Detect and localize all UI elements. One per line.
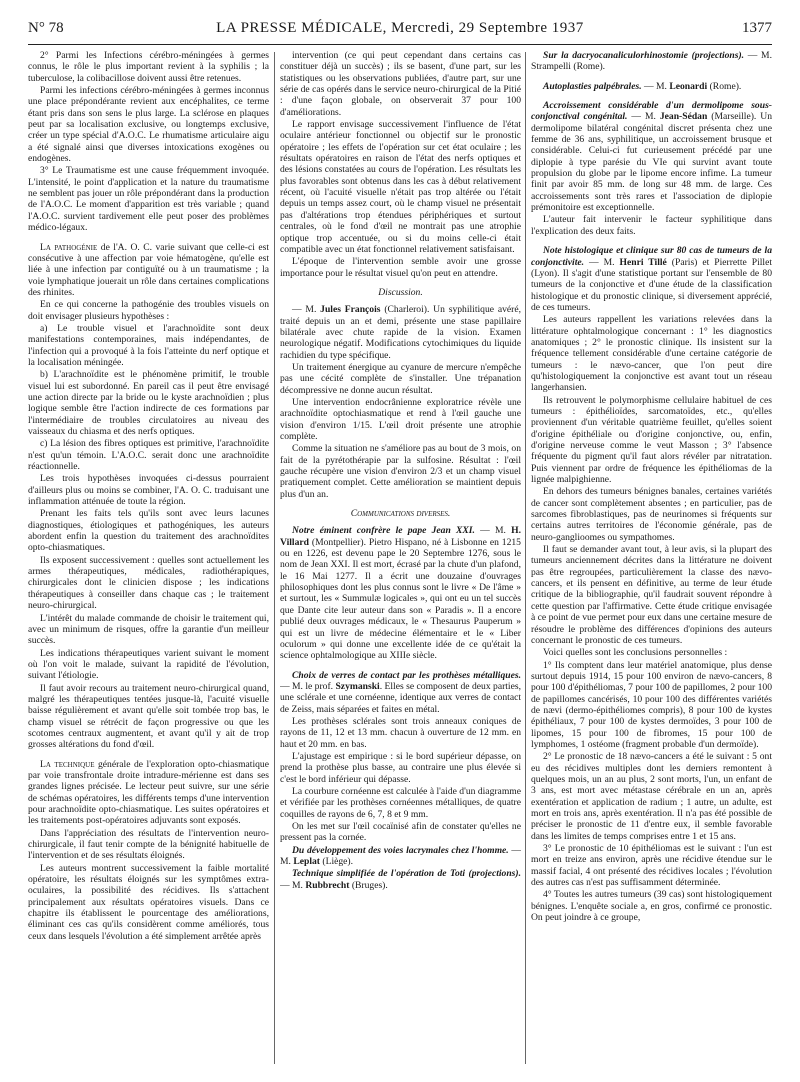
- paragraph: Notre éminent confrère le pape Jean XXI. — M. H. Villard (Montpellier). Pietro Hispano, né à Lisbonne en 1215 ou en 1226, est devenu pape le 20 Septembre 1276, sous le nom de Jean XXI. Il est mort, écrasé par la chute d'un plafond, le 16 Mai 1277. Il a écrit une douzaine d'ouvrages philosophiques dont les plus connus sont le livre « De l'âme » et surtout, les « Summulæ logicales », qui ont eu un tel succès que Dante cite leur auteur dans son « Paradis ». Il a encore publié deux ouvrages médicaux, le « Thesaurus Pauperum » qui est un livre de médecine élémentaire et le « Liber oculorum » qui donne une excellente idée de ce qu'était la science ophtalmologique au XIIIe siècle.: [280, 525, 521, 662]
- paragraph: L'ajustage est empirique : si le bord supérieur dépasse, on prend la prothèse plus basse, au contraire une plus élevée si c'est le bord inférieur qui dépasse.: [280, 750, 521, 785]
- paragraph: Ils retrouvent le polymorphisme cellulaire habituel de ces tumeurs : épithélioïdes, sarcomatoïdes, etc., qu'elles proviennent d'un véritable quatrième feuillet, qu'elles soient d'origine épithéliale ou d'origine conjonctive, ou, enfin, d'origine nerveuse comme le veut Masson ; 3° l'absence fréquente du pigment qu'il faut alors révéler par nitratation. Puis viennent par ordre de fréquence les épithéliomas de la lignée malpighienne.: [531, 394, 772, 486]
- paragraph: a) Le trouble visuel et l'arachnoïdite sont deux manifestations contemporaines, mais indépendantes, de l'infection qui a provoqué à la fois l'atteinte du nerf optique et la localisation méningée.: [28, 322, 269, 368]
- paragraph-text: (Montpellier). Pietro Hispano, né à Lisbonne en 1215 ou en 1226, est devenu pape le 20 Septembre 1276, sous le nom de Jean XXI. Il est mort, écrasé par la chute d'un plafond, le 16 Mai 1277. Il a écrit une douzaine d'ouvrages philosophiques dont les plus connus sont le livre « De l'âme » et surtout, les « Summulæ logicales », qui ont eu un tel succès que Dante cite leur auteur dans son « Paradis ». Il a encore publié deux ouvrages médicaux, le « Thesaurus Pauperum » qui est un livre de médecine élémentaire et le « Liber oculorum » qui donne une excellente idée de ce qu'était la science ophtalmologique au XIIIe siècle.: [280, 536, 521, 662]
- paragraph: Technique simplifiée de l'opération de Toti (projections). — M. Rubbrecht (Bruges).: [280, 868, 521, 891]
- paragraph-text: de l'A. O. C. varie suivant que celle-ci est consécutive à une affection par voie hématogène, qu'elle est liée à une infection par contiguïté ou à un traumatisme ; la voie lymphatique jouerait un rôle dans certaines complications des rhinites.: [28, 241, 269, 298]
- paragraph: intervention (ce qui peut cependant dans certains cas constituer déjà un succès) ; ils se basent, d'une part, sur les statistiques ou les observations publiées, d'autre part, sur une série de cas opérés dans le service neuro-chirurgical de la Pitié : d'une façon globale, on observerait 37 pour 100 d'améliorations.: [280, 50, 521, 118]
- communication-title: Note histologique et clinique sur 80 cas de tumeurs de la conjonctivite.: [531, 245, 772, 268]
- column-2: [280, 50, 521, 1070]
- lead-word: La technique: [40, 758, 95, 770]
- paragraph: 2° Le pronostic de 18 nævo-cancers a été le suivant : 5 ont eu des récidives multiples dont les derniers remontent à quelques mois, un an au plus, 2 sont morts, l'un, un enfant de 3 ans, est mort avec métastase cérébrale en un an, après exentération et application de radium ; 1 autre, un adulte, est mort en trois ans, après exentération. Il n'a pas été possible de préciser le pronostic de 11 d'entre eux, il semble favorable dans les limites de temps comprises entre 1 et 15 ans.: [531, 751, 772, 842]
- author-name: Leonardi: [669, 80, 708, 92]
- author-name: Rubbrecht: [305, 879, 350, 891]
- paragraph: Parmi les infections cérébro-méningées à germes inconnus une place prépondérante revient aux encéphalites, ce terme étant pris dans son sens le plus large. La sclérose en plaques peut par sa localisation exclusive, ou longtemps exclusive, créer un type spécial d'A.O.C. Le rhumatisme articulaire aigu a été signalé ainsi que diverses intoxications exogènes ou endogènes.: [28, 85, 269, 165]
- paragraph: L'intérêt du malade commande de choisir le traitement qui, avec un minimum de risques, offre la garantie d'un meilleur succès.: [28, 612, 269, 647]
- paragraph: Prenant les faits tels qu'ils sont avec leurs lacunes diagnostiques, étiologiques et pathogéniques, les auteurs abordent enfin la question du traitement des arachnoïdites opto-chiasmatiques.: [28, 508, 269, 554]
- page-number: 1377: [742, 20, 772, 36]
- paragraph: [28, 242, 269, 299]
- column-rule: [274, 52, 275, 1064]
- paragraph: 1° Ils comptent dans leur matériel anatomique, plus dense surtout depuis 1914, 15 pour 100 environ de nævo-cancers, 8 pour 100 d'épithéliomas, 7 pour 100 de papillomes, 2 pour 100 de papillomes cancérisés, 10 pour 100 des différentes variétés de nævi (dermo-épithéliomes compris), 8 pour 100 de kystes épithéliaux, 7 pour 100 de kystes dermoïdes, 3 pour 100 de lipomes, 15 pour 100 de fibromes, 15 pour 100 de lymphomes, 1 ostéome (fragment probable d'un dermoïde).: [531, 659, 772, 750]
- paragraph: Ils exposent successivement : quelles sont actuellement les armes thérapeutiques, médicales, radiothérapiques, chirurgicales dont le clinicien dispose ; les indications thérapeutiques à conseiller dans chaque cas ; le traitement neuro-chirurgical.: [28, 554, 269, 612]
- paragraph: Dans l'appréciation des résultats de l'intervention neuro-chirurgicale, il faut tenir compte de la bénignité habituelle de l'intervention et de ses résultats éloignés.: [28, 827, 269, 862]
- communication-title: Notre éminent confrère le pape Jean XXI.: [292, 525, 475, 537]
- paragraph: Un traitement énergique au cyanure de mercure n'empêche pas une cécité complète de s'installer. Une trépanation décompressive ne donne aucun résultat.: [280, 361, 521, 396]
- paragraph: 3° Le pronostic de 10 épithéliomas est le suivant : l'un est mort en treize ans environ, après une récidive étendue sur le massif facial, 4 ont présenté des récidives locales ; l'évolution des autres cas n'est pas suffisamment déterminée.: [531, 843, 772, 889]
- column-rule: [525, 52, 526, 1064]
- paragraph: Du développement des voies lacrymales chez l'homme. — M. Leplat (Liège).: [280, 844, 521, 868]
- paragraph: Sur la dacryocanaliculorhinostomie (projections). — M. Strampelli (Rome).: [531, 50, 772, 73]
- paragraph: On les met sur l'œil cocaïnisé afin de constater qu'elles ne pressent pas la cornée.: [280, 821, 521, 844]
- journal-title: LA PRESSE MÉDICALE, Mercredi, 29 Septembre 1937: [216, 20, 584, 36]
- lead-word: La pathogénie: [40, 241, 98, 253]
- paragraph: Les prothèses sclérales sont trois anneaux coniques de rayons de 11, 12 et 13 mm. chacun à ouverture de 12 mm. en haut et 20 mm. en bas.: [280, 715, 521, 750]
- paragraph: Accroissement considérable d'un dermolipome sous-conjonctival congénital. — M. Jean-Sédan (Marseille). Un dermolipome bilatéral congénital discret présenta chez une femme de 36 ans, syphilitique, un accroissement brusque et considérable. Celui-ci fut curieusement précédé par une diplopie à type parésie du VIe qui survint avant toute propulsion du globe par le lipome encore infime. La tumeur finit par avoir 85 mm. de long sur 48 mm. de large. Ces accroissements sont très rares et l'association de diplopie prémonitoire est exceptionnelle.: [531, 100, 772, 214]
- author-name: Jean-Sédan: [659, 111, 708, 123]
- paragraph-text: (Marseille). Un dermolipome bilatéral congénital discret présenta chez une femme de 36 ans, syphilitique, un accroissement brusque et considérable. Celui-ci fut curieusement précédé par une diplopie à type parésie du VIe qui survint avant toute propulsion du globe par le lipome encore infime. La tumeur finit par avoir 85 mm. de long sur 48 mm. de large. Ces accroissements sont très rares et l'association de diplopie prémonitoire est exceptionnelle.: [531, 111, 772, 214]
- communication-title: Du développement des voies lacrymales chez l'homme.: [292, 844, 509, 856]
- paragraph: La courbure cornéenne est calculée à l'aide d'un diagramme et vérifiée par les prothèses cornéennes métalliques, de quatre coquilles de rayons de 6, 7, 8 et 9 mm.: [280, 785, 521, 820]
- paragraph: L'époque de l'intervention semble avoir une grosse importance pour le résultat visuel qu'on peut en attendre.: [280, 256, 521, 279]
- paragraph: Note histologique et clinique sur 80 cas de tumeurs de la conjonctivite. — M. Henri Tillé (Paris) et Pierrette Pillet (Lyon). Il s'agit d'une statistique portant sur l'ensemble de 80 tumeurs de la conjonctive et d'une étude de la classification histologique et du pronostic clinique, si diversement apprécié, de ces tumeurs.: [531, 245, 772, 313]
- author-city: (Liège).: [322, 856, 354, 868]
- paragraph: — M. Jules François (Charleroi). Un syphilitique avéré, traité depuis un an et demi, présente une stase papillaire bilatérale avec chute rapide de la vision. Examen neurologique négatif. Modifications cytochimiques du liquide rachidien du type spécifique.: [280, 304, 521, 361]
- paragraph: 2° Parmi les Infections cérébro-méningées à germes connus, le rôle le plus important revient à la syphilis ; la tuberculose, la colibacillose doivent aussi être retenues.: [28, 50, 269, 84]
- paragraph: Autoplasties palpébrales. — M. Leonardi (Rome).: [543, 80, 742, 92]
- paragraph: 4° Toutes les autres tumeurs (39 cas) sont histologiquement bénignes. L'enquête sociale a, en gros, confirmé ce pronostic. On peut joindre à ce groupe,: [531, 889, 772, 924]
- paragraph: En ce qui concerne la pathogénie des troubles visuels on doit envisager plusieurs hypothèses :: [28, 299, 269, 322]
- paragraph: Voici quelles sont les conclusions personnelles :: [543, 647, 728, 659]
- paragraph-text: (Charleroi). Un syphilitique avéré, traité depuis un an et demi, présente une stase papillaire bilatérale avec chute rapide de la vision. Examen neurologique négatif. Modifications cytochimiques du liquide rachidien du type spécifique.: [280, 304, 521, 361]
- section-heading-communications: Communications diverses.: [350, 508, 451, 520]
- paragraph: Comme la situation ne s'améliore pas au bout de 3 mois, on fait de la pyrétothérapie par la sulfosine. Résultat : l'œil gauche récupère une vision d'environ 2/3 et un champ visuel pratiquement complet. Cette amélioration se maintient depuis plus d'un an.: [280, 443, 521, 500]
- author-city: (Rome).: [573, 61, 606, 73]
- paragraph-text: générale de l'exploration opto-chiasmatique par voie transfrontale droite intradure-mérienne est dans ses grandes lignes précisée. Le lecteur peut suivre, sur une série de schémas opératoires, les différents temps d'une intervention pour arachnoïdite opto-chiasmatique. Les suites opératoires et les traitements post-opératoires adjuvants sont exposés.: [28, 758, 269, 827]
- author-name: Henri Tillé: [619, 256, 667, 268]
- author-name: H. Villard: [280, 525, 521, 548]
- communication-title: Technique simplifiée de l'opération de Toti (projections).: [292, 868, 521, 880]
- paragraph: Il faut avoir recours au traitement neuro-chirurgical quand, malgré les thérapeutiques tentées jusque-là, l'acuité visuelle baisse régulièrement et avant qu'elle soit tombée trop bas, le champ visuel se rétrécit de façon progressive ou que les scotomes centraux augmentent, et avant qu'il y ait de trop grosses altérations du fond d'œil.: [28, 682, 269, 751]
- paragraph: [28, 759, 269, 827]
- communication-title: Autoplasties palpébrales.: [543, 80, 642, 92]
- communication-title: Accroissement considérable d'un dermolipome sous-conjonctival congénital.: [531, 100, 772, 123]
- paragraph: Les auteurs montrent successivement la faible mortalité opératoire, les résultats éloignés sur les symptômes extra-oculaires, la possibilité des récidives. Ils s'attachent principalement aux résultats opératoires visuels. Dans ce chapitre ils établissent le pourcentage des améliorations, éliminant ces cas qu'ils considèrent comme améliorés, tous ceux dans lesquels l'évolution a été simplement arrêtée après: [28, 862, 269, 942]
- paragraph: Le rapport envisage successivement l'influence de l'état oculaire antérieur fonctionnel ou objectif sur le pronostic opératoire ; les effets de l'opération sur cet état oculaire ; les résultats opératoires en raison de l'état des nerfs optiques et des lésions constatées au cours de l'opération. Les résultats les plus favorables sont obtenus dans les cas à début relativement récent, où l'acuité visuelle n'était pas trop altérée ou l'était depuis un temps assez court, où le champ visuel ne présentait pas d'altérations trop étendues périphériques et surtout centrales, où le fond d'œil ne montrait pas une atrophie optique trop accentuée, ou si du moins celle-ci était compatible avec un état fonctionnel relativement satisfaisant.: [280, 119, 521, 255]
- paragraph: Une intervention endocrânienne exploratrice révèle une arachnoïdite optochiasmatique et rend à l'œil gauche une vision d'environ 1/15. L'œil droit présente une atrophie complète.: [280, 396, 521, 442]
- paragraph: En dehors des tumeurs bénignes banales, certaines variétés de cancer sont complètement absentes ; en particulier, pas de sarcomes fibroblastiques, pas de neurinomes si fréquents sur certains autres territoires de l'économie générale, pas de neuro-ganglioomes ou sympathomes.: [531, 486, 772, 543]
- paragraph: c) La lésion des fibres optiques est primitive, l'arachnoïdite n'est qu'un témoin. L'A.O.C. serait donc une arachnoïdite réactionnelle.: [28, 438, 269, 473]
- paragraph: L'auteur fait intervenir le facteur syphilitique dans l'explication des deux faits.: [531, 214, 772, 237]
- issue-number: N° 78: [28, 20, 64, 36]
- communication-title: Choix de verres de contact par les prothèses métalliques.: [292, 669, 521, 681]
- author-city: (Bruges).: [351, 879, 388, 891]
- author-name: Szymanski: [335, 680, 380, 692]
- paragraph: Les trois hypothèses invoquées ci-dessus pourraient d'ailleurs plus ou moins se combiner, l'A. O. C. traduisant une inflammation atténuée de toute la région.: [28, 473, 269, 508]
- author-name: Jules François: [320, 304, 381, 316]
- paragraph: 3° Le Traumatisme est une cause fréquemment invoquée. L'intensité, le point d'application et la nature du traumatisme ne semblent pas jouer un rôle prépondérant dans la production de l'A.O.C. Le moment d'apparition est très variable ; quand l'A.O.C. survient tardivement elle peut poser des problèmes médico-légaux.: [28, 165, 269, 234]
- author-city: (Rome).: [709, 80, 742, 92]
- author-name: Leplat: [293, 856, 320, 868]
- column-3: [531, 50, 772, 1070]
- section-heading-discussion: Discussion.: [378, 286, 423, 298]
- paragraph: Les indications thérapeutiques varient suivant le moment où l'on voit le malade, suivant la rapidité de l'évolution, suivant l'étiologie.: [28, 647, 269, 682]
- paragraph: b) L'arachnoïdite est le phénomène primitif, le trouble visuel lui est subordonné. En pareil cas il peut être envisagé une action directe par la bride ou le kyste arachnoïdien ; plus logique semble être l'action indirecte de ces formations par l'intermédiaire de troubles circulatoires au niveau des vaisseaux du chiasma et des nerfs optiques.: [28, 369, 269, 437]
- paragraph-text: Elles se composent de deux parties, une sclérale et une cornéenne, identique aux verres de contact de Zeiss, mais séparées et faites en métal.: [280, 680, 521, 715]
- paragraph: Les auteurs rappellent les variations relevées dans la littérature ophtalmologique concernant : 1° les diagnostics anatomiques ; 2° le pronostic clinique. Ils insistent sur la fréquence tellement considérable d'une certaine catégorie de tumeurs : le nævo-cancer, que l'on peut dire qu'histologiquement la conjonctive est avant tout un réseau langerhansien.: [531, 314, 772, 394]
- communication-title: Sur la dacryocanaliculorhinostomie (projections).: [543, 50, 745, 61]
- paragraph: Il faut se demander avant tout, à leur avis, si la plupart des tumeurs anciennement décrites dans la littérature ne doivent pas être regroupées, particulièrement la classe des nævo-cancers, et ils pensent en définitive, au terme de leur étude critique de la bibliographie, qu'il faudrait souvent répondre à cette question par l'affirmative. Cette étude critique envisagée à ce point de vue permet pour eux dans une certaine mesure de résoudre le problème des différences d'opinions des auteurs concernant le pronostic de ces tumeurs.: [531, 544, 772, 646]
- author-name: Strampelli: [531, 61, 571, 73]
- paragraph-text: (Paris) et Pierrette Pillet (Lyon). Il s'agit d'une statistique portant sur l'ensemble de 80 tumeurs de la conjonctive et d'une étude de la classification histologique et du pronostic clinique, si diversement apprécié, de ces tumeurs.: [531, 256, 772, 313]
- paragraph: Choix de verres de contact par les prothèses métalliques. — M. le prof. Szymanski. Elles se composent de deux parties, une sclérale et une cornéenne, identique aux verres de contact de Zeiss, mais séparées et faites en métal.: [280, 669, 521, 715]
- column-1: [28, 50, 269, 1070]
- page-header: [28, 18, 772, 45]
